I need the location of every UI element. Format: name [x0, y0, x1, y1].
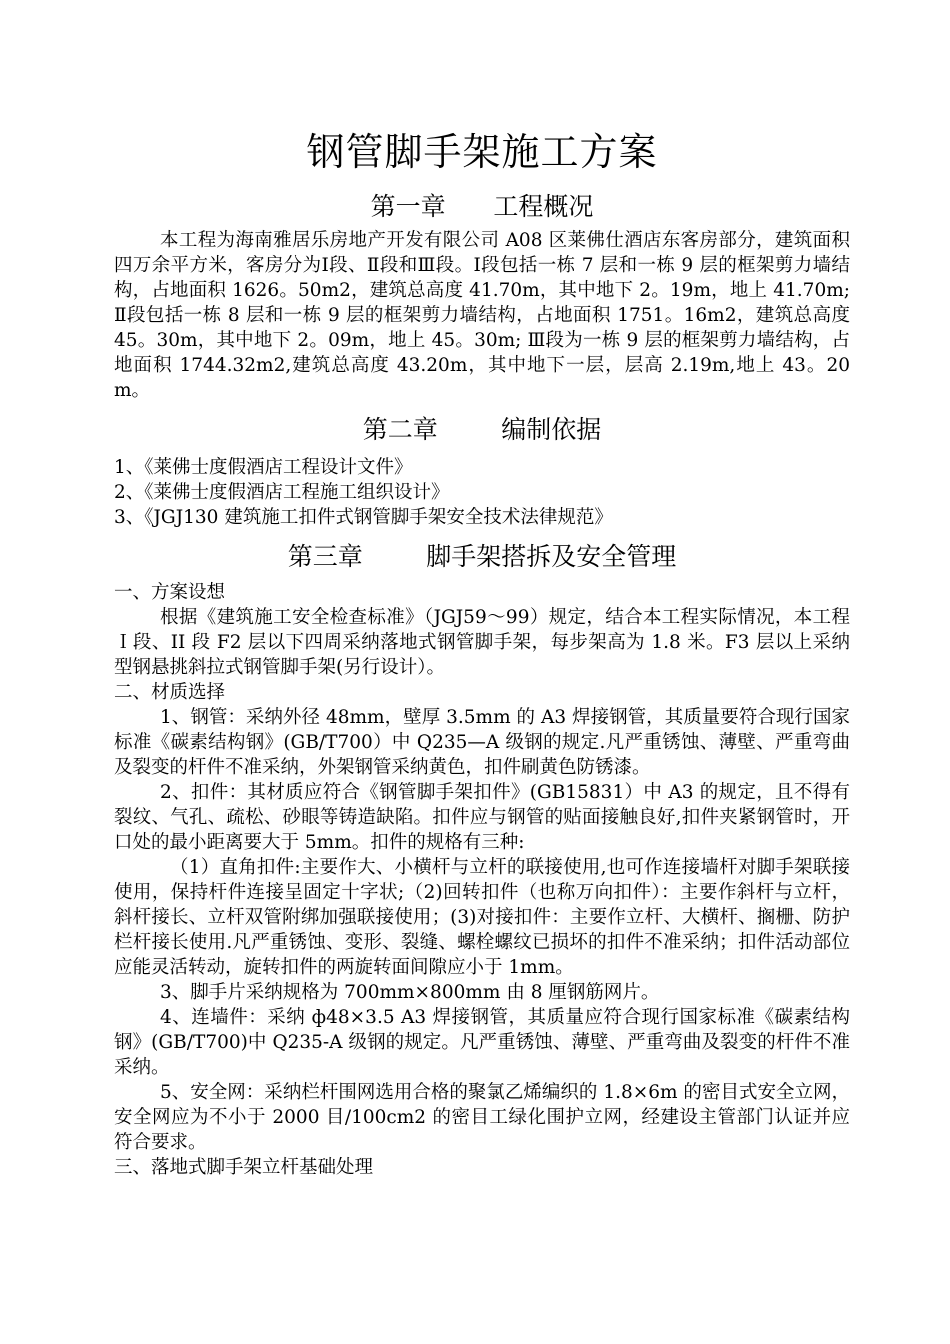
material-safety-net: 5、安全网：采纳栏杆围网选用合格的聚氯乙烯编织的 1.8×6m 的密目式安全立网，安全网应为不小于 2000 目/100cm2 的密目工绿化围护立网，经建设主管部门认证并应符合要求。	[114, 1082, 850, 1153]
chapter-1-heading: 第一章 工程概况	[370, 192, 594, 221]
material-coupler: 2、扣件：其材质应符合《钢管脚手架扣件》(GB15831）中 A3 的规定，且不得有裂纹、气孔、疏松、砂眼等铸造缺陷。扣件应与钢管的贴面接触良好,扣件夹紧钢管时，开口处的最小距离要大于 5mm。扣件的规格有三种:	[114, 782, 850, 853]
section-3-title: 三、落地式脚手架立杆基础处理	[114, 1157, 374, 1178]
material-wall-tie: 4、连墙件：采纳 ф48×3.5 A3 焊接钢管，其质量应符合现行国家标准《碳素结构钢》(GB/T700)中 Q235-A 级钢的规定。凡严重锈蚀、薄壁、严重弯曲及裂变的杆件不准采纳。	[114, 1007, 850, 1078]
document-page	[114, 124, 850, 1180]
reference-item-3: 3、《JGJ130 建筑施工扣件式钢管脚手架安全技术法律规范》	[114, 507, 613, 528]
reference-item-1: 1、《莱佛士度假酒店工程设计文件》	[114, 457, 413, 478]
reference-item-2: 2、《莱佛士度假酒店工程施工组织设计》	[114, 482, 450, 503]
section-1-title: 一、方案设想	[114, 582, 226, 603]
chapter-3-heading: 第三章 脚手架搭拆及安全管理	[287, 542, 677, 571]
section-2-title: 二、材质选择	[114, 682, 226, 703]
document-title: 钢管脚手架施工方案	[306, 130, 658, 174]
chapter-2-heading: 第二章 编制依据	[362, 415, 602, 444]
material-coupler-types: （1）直角扣件:主要作大、小横杆与立杆的联接使用,也可作连接墙杆对脚手架联接使用，保持杆件连接呈固定十字状;（2)回转扣件（也称万向扣件）：主要作斜杆与立杆，斜杆接长、立杆双管附绑加强联接使用；(3)对接扣件：主要作立杆、大横杆、搁栅、防护栏杆接长使用.凡严重锈蚀、变形、裂缝、螺栓螺纹已损坏的扣件不准采纳；扣件活动部位应能灵活转动，旋转扣件的两旋转面间隙应小于 1mm。	[114, 857, 850, 978]
material-steel-pipe: 1、钢管：采纳外径 48mm，壁厚 3.5mm 的 A3 焊接钢管，其质量要符合现行国家标准《碳素结构钢》(GB/T700）中 Q235—A 级钢的规定.凡严重锈蚀、薄壁、严重弯曲及裂变的杆件不准采纳，外架钢管采纳黄色，扣件刷黄色防锈漆。	[114, 707, 850, 778]
material-scaffold-board: 3、脚手片采纳规格为 700mm×800mm 由 8 厘钢筋网片。	[160, 982, 660, 1003]
chapter-1-paragraph: 本工程为海南雅居乐房地产开发有限公司 A08 区莱佛仕酒店东客房部分，建筑面积四万余平方米，客房分为Ⅰ段、Ⅱ段和Ⅲ段。Ⅰ段包括一栋 7 层和一栋 9 层的框架剪力墙结构，占地面积 1626。50m2，建筑总高度 41.70m，其中地下 2。19m，地上 41.70m; Ⅱ段包括一栋 8 层和一栋 9 层的框架剪力墙结构，占地面积 1751。16m2，建筑总高度 45。30m，其中地下 2。09m，地上 45。30m; Ⅲ段为一栋 9 层的框架剪力墙结构，占地面积 1744.32m2,建筑总高度 43.20m，其中地下一层，层高 2.19m,地上 43。20m。	[114, 230, 850, 401]
section-1-paragraph: 根据《建筑施工安全检查标准》（JGJ59～99）规定，结合本工程实际情况，本工程Ｉ段、II 段 F2 层以下四周采纳落地式钢管脚手架，每步架高为 1.8 米。F3 层以上采纳型钢悬挑斜拉式钢管脚手架(另行设计）。	[114, 607, 850, 678]
